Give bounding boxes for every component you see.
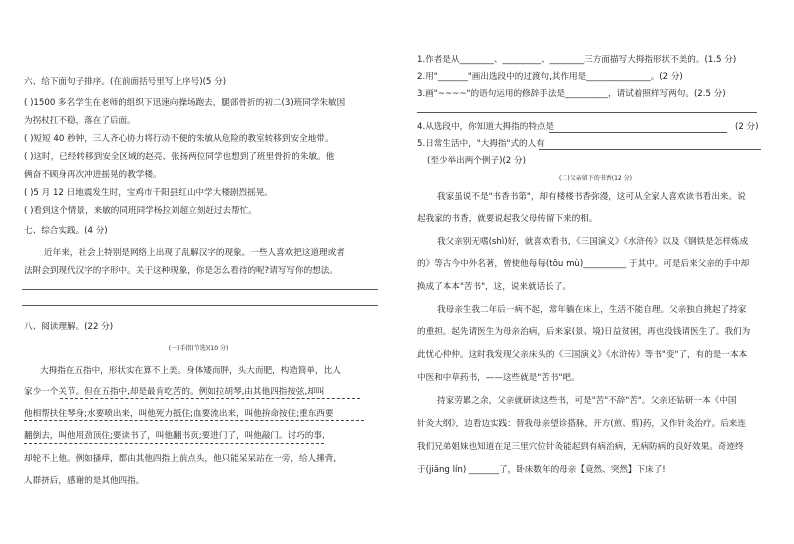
passage-1-line-5: 却轮不上他。例如搔痒，都由其他四指上前点头，他只能呆呆站在一旁，给人捶背, (24, 454, 337, 464)
answer-line-q3[interactable] (417, 112, 757, 113)
passage-2-line-3: 我父亲别无嗜(shì)好，就喜欢看书，《三国演义》《水浒传》以及《钢铁是怎样炼成 (437, 237, 749, 247)
passage-1-line-2: 家少一个关节。但在五指中,却是最肯吃苦的。例如拉胡琴,由其他四指按弦,却叫 (24, 387, 325, 397)
sort-item-2: ( )短短 40 秒钟，三人齐心协力将行动不便的朱敏从危险的教室转移到安全地带。 (24, 134, 334, 144)
answer-line-1[interactable] (22, 289, 378, 290)
passage-1-line-6: 人群挤后，感谢的是其他四指。 (24, 476, 145, 486)
answer-line-q5[interactable] (539, 149, 761, 150)
passage-2-line-9: 中医和中草药书，——这些就是"苦书"吧。 (417, 373, 580, 383)
wavy-mark-2 (24, 420, 364, 421)
passage-2-line-6: 我母亲生我二年后一病不起，常年躺在床上，生活不能自理。父亲独自挑起了持家 (437, 305, 747, 315)
passage-2-subtitle: (二)父亲留下的书香(12 分) (559, 175, 632, 182)
passage-2-line-8: 此忧心仲仲。这时我发现父亲床头的《三国演义》《水浒传》等书"变"了，有的是一本本 (417, 350, 748, 360)
passage-2-line-13: 于(jiāng lín) _______了，卧床数年的母亲【竟然、突然】下床了! (417, 465, 666, 475)
passage-2-line-2: 起我家的书香，就要说起我父母传留下来的相。 (417, 214, 598, 224)
question-5-cont: (至少举出两个例子)(2 分) (427, 156, 526, 166)
passage-1-line-4: 翻倒去，叫他用劲顶住;要读书了，叫他翻书页;要进门了，叫他敲门。讨巧的事, (24, 431, 325, 441)
wavy-mark-3 (24, 443, 324, 444)
section-7-title: 七、综合实践。(4 分) (24, 226, 108, 236)
passage-2-line-10: 持家劳累之余，父亲就研读这些书，可是"苦"不辞"苦"。父亲还钻研一本《中国 (437, 396, 737, 406)
passage-2-line-4: 的》等古今中外名著，曾使他每每(tōu mù)__________ 于其中。可是后来父亲的手中却 (417, 259, 750, 269)
question-5: 5.日常生活中，"大拇指"式的人有 (417, 139, 545, 149)
sort-item-5: ( )看到这个情景，来敏的同班同学杨拉刘超立刻赶过去帮忙。 (24, 206, 257, 216)
practice-line-1: 近年来，社会上特别是网络上出现了乱解汉字的现象。一些人喜欢把这道理或者 (44, 248, 345, 258)
sort-item-1: ( )1500 多名学生在老师的组织下迅速向操场跑去，腿部骨折的初二(3)班同学朱敏因 (24, 98, 346, 108)
answer-line-q4[interactable] (549, 132, 727, 133)
passage-2-line-11: 针灸大纲》，边看边实践：替我母亲望诊搭脉，开方(煎、剪)药，又作针灸治疗。后来连 (417, 419, 746, 429)
sort-item-3-cont: 俩奋不顾身再次冲进摇晃的教学楼。 (24, 170, 162, 180)
sort-item-4: ( )5 月 12 日地震发生时，宝鸡市千阳县红山中学大楼剧烈摇晃。 (24, 188, 273, 198)
question-4-score: (2 分) (735, 122, 759, 132)
section-8-title: 八、阅读理解。(22 分) (24, 322, 114, 332)
passage-1-subtitle: (一)手指(节选)(10 分) (168, 345, 229, 352)
practice-line-2: 法附会到现代汉字的字形中。关于这种现象，你是怎么看待的呢?请写写你的想法。 (24, 266, 338, 276)
passage-1-line-3: 他相帮扶住琴身;水要喷出来，叫他死力抵住;血要流出来，叫他拚命按住;重东西要 (24, 409, 334, 419)
wavy-mark-1 (60, 398, 360, 399)
passage-1-line-1: 大拇指在五指中，形状实在算不上美。身体矮而胖，头大而肥，构造简单，比人 (40, 366, 341, 376)
passage-2-line-7: 的重担。起先请医生为母亲治病，后来家(景、境)日益贫困，再也没钱请医生了。我们为 (417, 327, 751, 337)
answer-line-2[interactable] (22, 305, 378, 306)
right-column (397, 0, 794, 544)
section-6-title: 六、给下面句子排序。(在前面括号里写上序号)(5 分) (24, 77, 227, 87)
sort-item-3: ( )这时，已经转移到安全区域的赵亮、张扬两位同学也想到了班里骨折的朱敏。他 (24, 152, 335, 162)
passage-2-line-1: 我家虽说不是"书香书第"，却有楼楼书香弥漫，这可从全家人喜欢读书看出来。说 (437, 192, 746, 202)
passage-2-line-5: 换成了本本"苦书"，这，说来就话长了。 (417, 282, 572, 292)
question-1: 1.作者是从________、_________、________三方面描写大拇指形状不美的。(1.5 分) (417, 55, 737, 65)
passage-2-line-12: 我们兄弟姐妹也知道在足三里穴位针灸能起到有病治病，无病防病的良好效果。奇迹终 (417, 442, 744, 452)
sort-item-1-cont: 为拐杖扛不稳，落在了后面。 (24, 116, 136, 126)
question-4: 4.从选段中，你知道大拇指的特点是 (417, 122, 555, 132)
question-2: 2.用"_______"画出选段中的过渡句,其作用是_______________。(2 分) (417, 72, 683, 82)
question-3: 3.画"~~~~"的语句运用的修辞手法是__________，请试着照样写两句。(2.5 分) (417, 89, 726, 99)
